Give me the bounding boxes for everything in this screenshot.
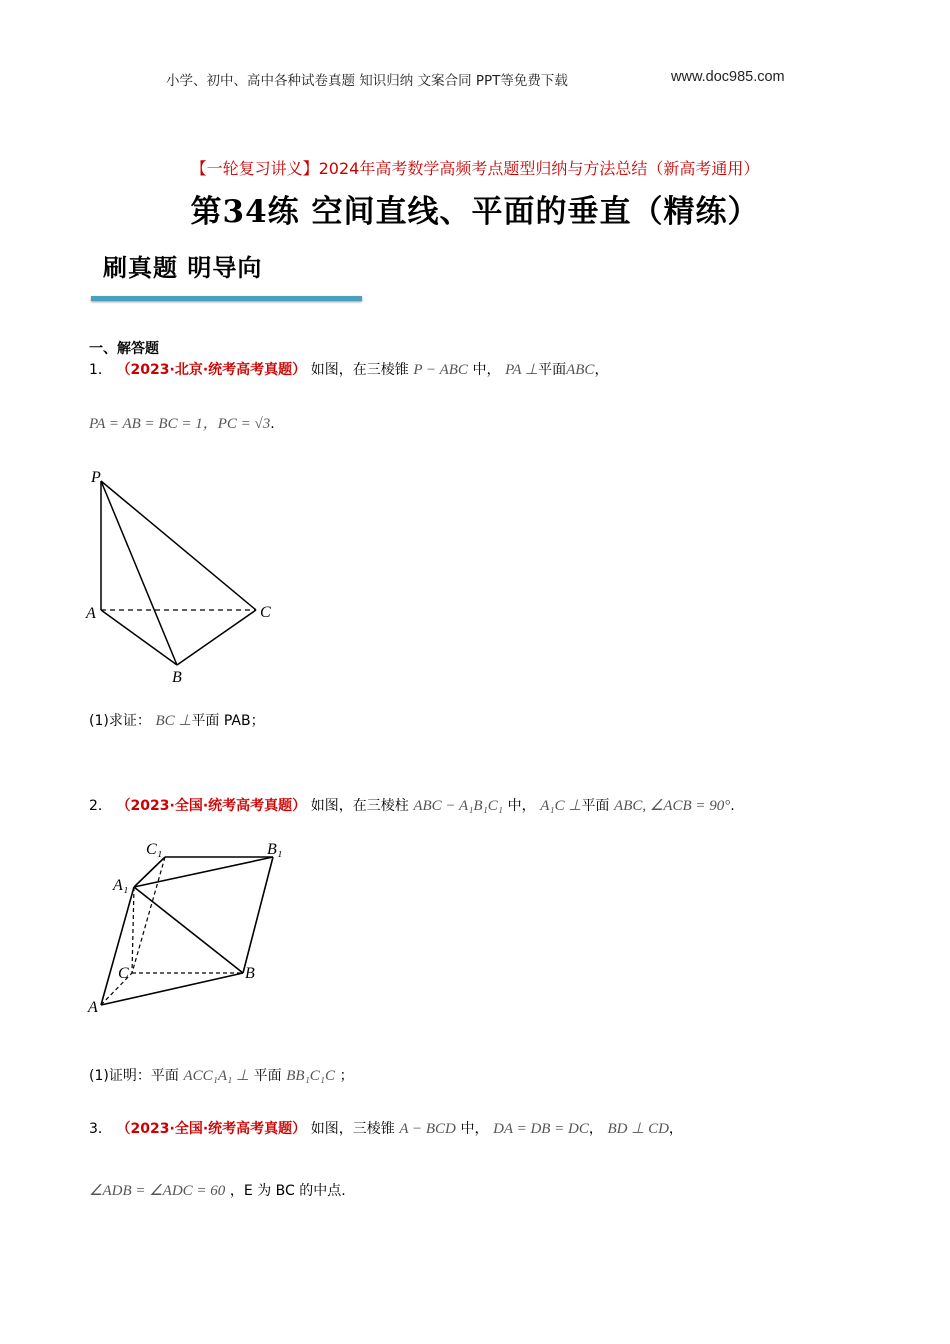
q2-text: .: [730, 798, 735, 814]
header-left-text: 小学、初中、高中各种试卷真题 知识归纳 文案合同 PPT等免费下载: [166, 73, 568, 89]
q3-text: ，: [668, 1121, 683, 1137]
q2-math: ABC − A₁B₁C₁: [413, 798, 504, 814]
q3-stem-line2: [89, 1180, 346, 1200]
q1-math: PA ⊥: [505, 362, 539, 378]
label-B: B: [172, 669, 182, 686]
q3-stem-line1: [89, 1118, 683, 1138]
section-underline: [91, 296, 362, 301]
q2-part1-math: ACC₁A₁ ⊥: [183, 1068, 250, 1084]
label-C: C: [118, 965, 129, 982]
q3-text: 中，: [460, 1121, 489, 1137]
q2-number: 2．: [89, 798, 112, 814]
q3-text: ，E 为 BC 的中点.: [229, 1183, 346, 1199]
q3-number: 3．: [89, 1121, 112, 1137]
q1-text: .: [270, 416, 275, 432]
q2-part1: [89, 1065, 354, 1085]
q3-math: DA = DB = DC: [493, 1121, 589, 1137]
q1-text: 中，: [472, 362, 501, 378]
q2-part1-text: 平面: [253, 1068, 282, 1084]
edge-A1B1: [134, 857, 273, 887]
q2-part1-math: BB₁C₁C: [286, 1068, 336, 1084]
q1-part1-text: (1)求证：: [89, 713, 151, 729]
q1-stem-line2: [89, 412, 275, 433]
q1-text: 如图，在三棱锥: [310, 362, 409, 378]
edge-C1C-hidden: [132, 857, 165, 973]
page-title: 第34练 空间直线、平面的垂直（精练）: [190, 194, 760, 230]
q2-text: 如图，在三棱柱: [310, 798, 409, 814]
header-url[interactable]: www.doc985.com: [671, 69, 785, 85]
edge-A1B: [134, 887, 243, 973]
q2-part1-text: ；: [339, 1068, 354, 1084]
q3-math: BD ⊥ CD: [607, 1121, 669, 1137]
q3-math: ∠ADB = ∠ADC = 60: [89, 1183, 226, 1199]
q1-math: P − ABC: [413, 362, 468, 378]
q1-figure-tetrahedron: [80, 462, 290, 692]
q2-text: 中，: [507, 798, 536, 814]
label-C: C: [260, 604, 271, 621]
label-C1: C₁: [146, 841, 163, 858]
q2-figure-prism: [80, 832, 300, 1022]
q2-text: 平面: [581, 798, 610, 814]
edge-B1B: [243, 857, 273, 973]
q1-part1-text: 平面 PAB；: [191, 713, 265, 729]
document-subtitle: 【一轮复习讲义】2024年高考数学高频考点题型归纳与方法总结（新高考通用）: [190, 159, 760, 178]
q2-source: （2023·全国·统考高考真题）: [116, 798, 307, 814]
q1-number: 1．: [89, 362, 112, 378]
q3-source: （2023·全国·统考高考真题）: [116, 1121, 307, 1137]
edge-A1C-hidden: [132, 887, 134, 973]
q3-text: 如图，三棱锥: [310, 1121, 395, 1137]
q1-text: 平面: [538, 362, 567, 378]
q3-math: A − BCD: [399, 1121, 456, 1137]
section-title: 刷真题 明导向: [103, 253, 263, 282]
label-P: P: [91, 469, 101, 486]
question-type-heading: 一、解答题: [89, 341, 159, 357]
q1-part1: [89, 710, 265, 730]
label-A1: A₁: [113, 877, 129, 894]
edge-BC: [177, 610, 256, 665]
q1-stem-line1: [89, 359, 608, 379]
q2-stem: [89, 795, 735, 815]
q2-math: A₁C ⊥: [540, 798, 582, 814]
q1-source: （2023·北京·统考高考真题）: [116, 362, 307, 378]
label-B: B: [245, 965, 255, 982]
q1-text: ，: [594, 362, 609, 378]
q2-part1-text: (1)证明：平面: [89, 1068, 179, 1084]
q3-text: ，: [588, 1121, 603, 1137]
label-B1: B₁: [267, 841, 283, 858]
q1-part1-math: BC ⊥: [155, 713, 192, 729]
q1-math: ABC: [566, 362, 595, 378]
edge-PC: [101, 481, 256, 610]
q2-math: ABC, ∠ACB = 90°: [614, 798, 731, 814]
label-A: A: [86, 605, 96, 622]
label-A: A: [88, 999, 98, 1016]
q1-math: PA = AB = BC = 1，PC = √3: [89, 416, 271, 432]
